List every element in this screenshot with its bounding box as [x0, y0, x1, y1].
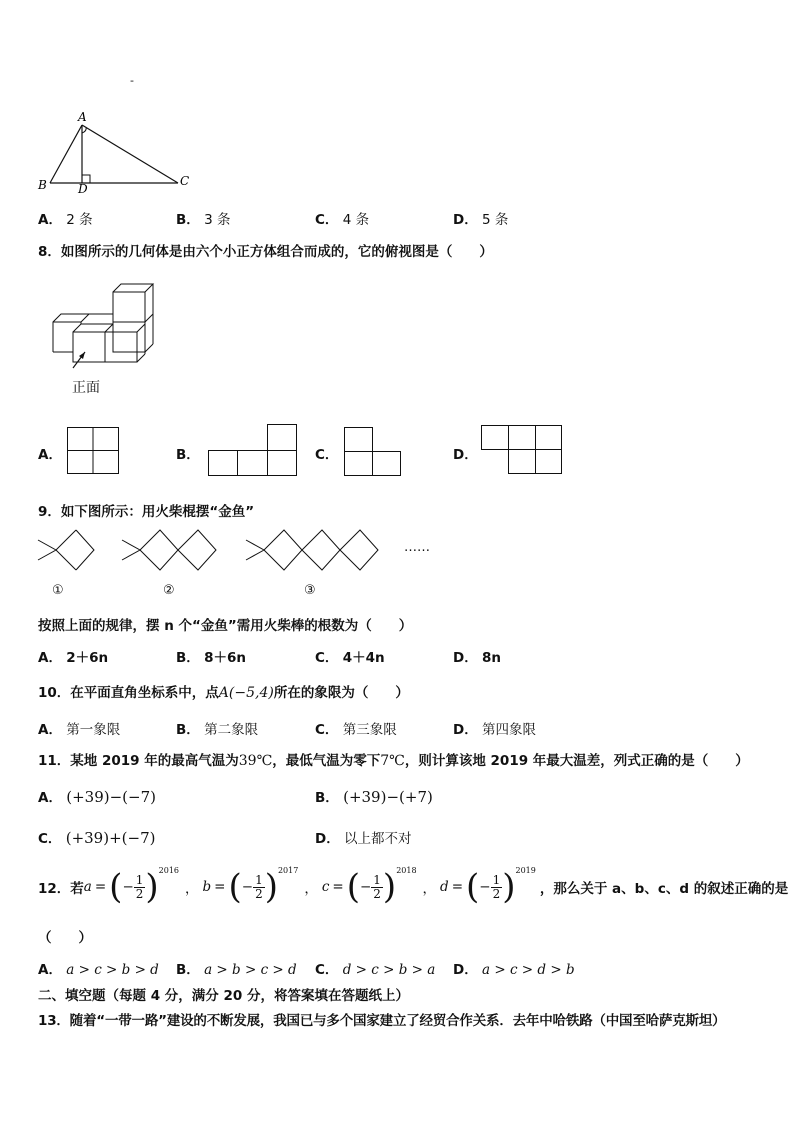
triangle-figure	[30, 105, 210, 195]
q10-option-c: C． 第三象限	[315, 722, 397, 738]
q9-label-3: ③	[304, 583, 316, 598]
q12-option-c: C． d > c > b > a	[315, 962, 436, 978]
q8-option-a-grid	[67, 427, 121, 475]
q9-option-d: D． 8n	[453, 650, 502, 666]
q9-question: 按照上面的规律，摆 n 个“金鱼”需用火柴棒的根数为（ ）	[38, 618, 413, 634]
q8-option-b-label: B．	[176, 447, 200, 463]
top-mark: -	[130, 74, 134, 87]
q8-option-d-label: D．	[453, 447, 478, 463]
label-D: D	[78, 182, 88, 196]
q12-option-a: A． a > c > b > d	[38, 962, 159, 978]
q12-stem: 12．若 a = (− $\frac{1}{2}$ )$^{2016}$ ， b = (− $\frac{1}{2}$ )$^{2017}$ ， c = (− $\frac{1}{2}$ )$^{2018}$ ， d = (− $\frac{1}{2}$ )$^{2019}$ ，那么关于 a、b、c、d 的叙述正确的是	[38, 866, 789, 907]
q11-stem: 11．某地 2019 年的最高气温为39℃，最低气温为零下7℃，则计算该地 2019 年最大温差，列式正确的是（ ）	[38, 753, 749, 769]
q13-stem: 13．随着“一带一路”建设的不断发展，我国已与多个国家建立了经贸合作关系．去年中哈铁路（中国至哈萨克斯坦）	[38, 1013, 726, 1029]
q11-option-d: D． 以上都不对	[315, 831, 412, 847]
q7-option-b: B． 3 条	[176, 212, 231, 228]
q11-option-c: C． (+39)+(−7)	[38, 829, 156, 847]
q8-option-b-grid	[208, 424, 298, 478]
q9-option-a: A． 2＋6n	[38, 650, 109, 666]
q8-option-c-grid	[344, 427, 402, 477]
matchstick-fish-figures	[36, 526, 436, 578]
cube-figure	[45, 280, 165, 390]
q10-option-b: B． 第二象限	[176, 722, 259, 738]
q12-option-b: B． a > b > c > d	[176, 962, 297, 978]
section-heading: 二、填空题（每题 4 分，满分 20 分，将答案填在答题纸上）	[38, 988, 409, 1004]
q9-label-1: ①	[52, 583, 64, 598]
q8-stem: 8．如图所示的几何体是由六个小正方体组合而成的，它的俯视图是（ ）	[38, 244, 493, 260]
q12-option-d: D． a > c > d > b	[453, 962, 575, 978]
q11-option-a: A． (+39)−(−7)	[38, 788, 156, 806]
front-label: 正面	[72, 380, 100, 396]
q8-option-a-label: A．	[38, 447, 62, 463]
q7-option-a: A． 2 条	[38, 212, 93, 228]
q8-option-c-label: C．	[315, 447, 339, 463]
q11-option-b: B． (+39)−(+7)	[315, 788, 433, 806]
label-A: A	[78, 110, 87, 124]
q9-ellipsis: ……	[404, 540, 430, 555]
label-C: C	[180, 174, 190, 188]
q9-option-c: C． 4＋4n	[315, 650, 385, 666]
q9-option-b: B． 8＋6n	[176, 650, 246, 666]
label-B: B	[38, 178, 47, 192]
q10-option-d: D． 第四象限	[453, 722, 537, 738]
q7-option-d: D． 5 条	[453, 212, 509, 228]
q9-label-2: ②	[163, 583, 175, 598]
q8-option-d-grid	[481, 425, 565, 477]
q10-option-a: A． 第一象限	[38, 722, 121, 738]
q12-paren: （ ）	[38, 930, 92, 946]
q10-stem: 10．在平面直角坐标系中，点A(−5,4)所在的象限为（ ）	[38, 685, 409, 701]
q9-stem: 9．如下图所示：用火柴棍摆“金鱼”	[38, 504, 255, 520]
q7-option-c: C． 4 条	[315, 212, 370, 228]
